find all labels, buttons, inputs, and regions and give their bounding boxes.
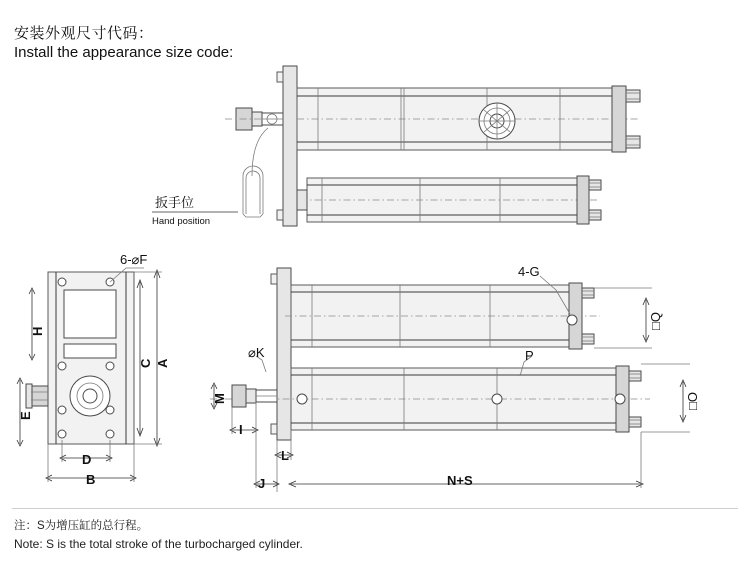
label-phi-k: ⌀K [248,345,265,360]
label-d: D [82,452,92,467]
page-title-cn: 安装外观尺寸代码： [14,25,154,42]
label-a: A [155,358,170,368]
page-title-en: Install the appearance size code: [14,44,234,61]
end-view-flange [17,268,162,482]
note-en: Note: S is the total stroke of the turbocharged cylinder. [14,537,303,551]
label-o: □O [685,392,700,410]
footer-divider [12,508,738,509]
label-m: M [212,393,227,404]
label-b: B [86,472,96,487]
label-hand-position-cn: 扳手位 [155,195,195,210]
label-hand-position-en: Hand position [152,216,211,227]
top-view-assembly [152,66,640,226]
label-e: E [18,411,33,420]
label-h: H [30,326,45,336]
label-q: □Q [648,312,663,330]
label-six-holes: 6-⌀F [120,252,148,267]
label-j: J [258,476,266,491]
label-ns: N+S [447,473,473,488]
label-l: L [281,448,289,463]
label-four-g: 4-G [518,264,540,279]
label-i: I [239,422,243,437]
note-cn: 注：S为增压缸的总行程。 [14,520,149,532]
label-c: C [138,358,153,368]
label-p: P [525,348,534,363]
